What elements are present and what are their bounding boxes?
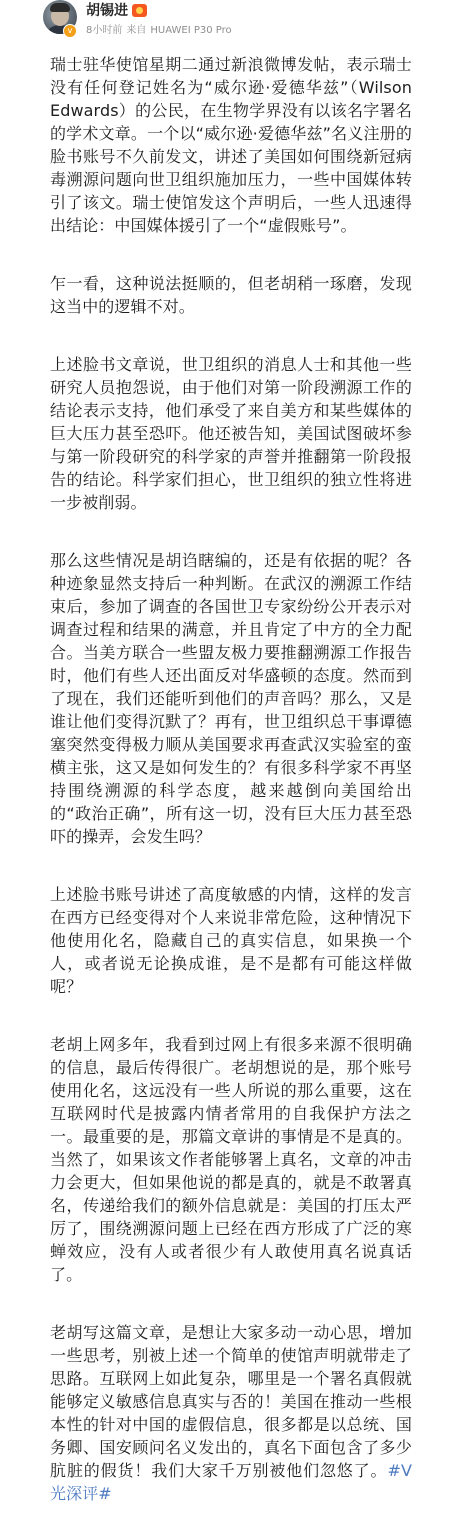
hashtag-link[interactable]: #V光深评#: [50, 1461, 412, 1503]
post-paragraph-1: 瑞士驻华使馆星期二通过新浪微博发帖，表示瑞士没有任何登记姓名为“威尔逊·爱德华兹”（Wilson Edwards）的公民，在生物学界没有以该名字署名的学术文章。一个以“威尔逊·爱德华兹”名义注册的脸书账号不久前发文，讲述了美国如何围绕新冠病毒溯源问题向世卫组织施加压力，一些中国媒体转引了该文。瑞士使馆发这个声明后，一些人迅速得出结论：中国媒体援引了一个“虚假账号”。: [50, 55, 412, 235]
post-meta: [86, 24, 236, 37]
source-prefix: 来自: [126, 25, 147, 36]
verified-icon: v: [63, 24, 77, 38]
avatar-hair: [50, 3, 70, 12]
post-paragraph-3: 上述脸书文章说，世卫组织的消息人士和其他一些研究人员抱怨说，由于他们对第一阶段溯源工作的结论表示支持，他们承受了来自美方和某些媒体的巨大压力甚至恐吓。他还被告知，美国试图破坏参与第一阶段研究的科学家的声誉并推翻第一阶段报告的结论。科学家们担心，世卫组织的独立性将进一步被削弱。: [50, 355, 412, 512]
post-time: 8小时前: [86, 25, 123, 36]
post-paragraph-5: 上述脸书账号讲述了高度敏感的内情，这样的发言在西方已经变得对个人来说非常危险，这种情况下他使用化名，隐藏自己的真实信息，如果换一个人，或者说无论换成谁，是不是都有可能这样做呢？: [50, 885, 412, 996]
post-paragraph-4: 那么这些情况是胡诌瞎编的，还是有依据的呢？各种迹象显然支持后一种判断。在武汉的溯源工作结束后，参加了调查的各国世卫专家纷纷公开表示对调查过程和结果的满意，并且肯定了中方的全力配合。当美方联合一些盟友极力要推翻溯源工作报告时，他们有些人还出面反对华盛顿的态度。然而到了现在，我们还能听到他们的声音吗？那么，又是谁让他们变得沉默了？再有，世卫组织总干事谭德塞突然变得极力顺从美国要求再查武汉实验室的蛮横主张，这又是如何发生的？有很多科学家不再坚持围绕溯源的科学态度，越来越倒向美国给出的“政治正确”，所有这一切，没有巨大压力甚至恐吓的操弄，会发生吗？: [50, 551, 412, 846]
post-paragraph-2: 乍一看，这种说法挺顺的，但老胡稍一琢磨，发现这当中的逻辑不对。: [50, 274, 412, 316]
author-name[interactable]: 胡锡进: [86, 3, 128, 19]
post-paragraph-7-text: 老胡写这篇文章，是想让大家多动一动心思，增加一些思考，别被上述一个简单的使馆声明就带走了思路。互联网上如此复杂，哪里是一个署名真假就能够定义敏感信息真实与否的！美国在推动一些根本性的针对中国的虚假信息，很多都是以总统、国务卿、国安顾问名义发出的，真名下面包含了多少肮脏的假货！我们大家千万别被他们忽悠了。: [50, 1323, 412, 1480]
post-content: [50, 45, 412, 1528]
member-level-icon[interactable]: [132, 4, 147, 17]
post-paragraph-6: 老胡上网多年，我看到过网上有很多来源不很明确的信息，最后传得很广。老胡想说的是，那个账号使用化名，这远没有一些人所说的那么重要，这在互联网时代是披露内情者常用的自我保护方法之一。最重要的是，那篇文章讲的事情是不是真的。当然了，如果该文作者能够署上真名，文章的冲击力会更大，但如果他说的都是真的，就是不敢署真名，传递给我们的额外信息就是：美国的打压太严厉了，围绕溯源问题上已经在西方形成了广泛的寒蝉效应，没有人或者很少有人敢使用真名说真话了。: [50, 1035, 412, 1284]
post-source: HUAWEI P30 Pro: [150, 25, 232, 36]
post-paragraph-7: [50, 1309, 412, 1505]
post-header: [0, 0, 454, 44]
